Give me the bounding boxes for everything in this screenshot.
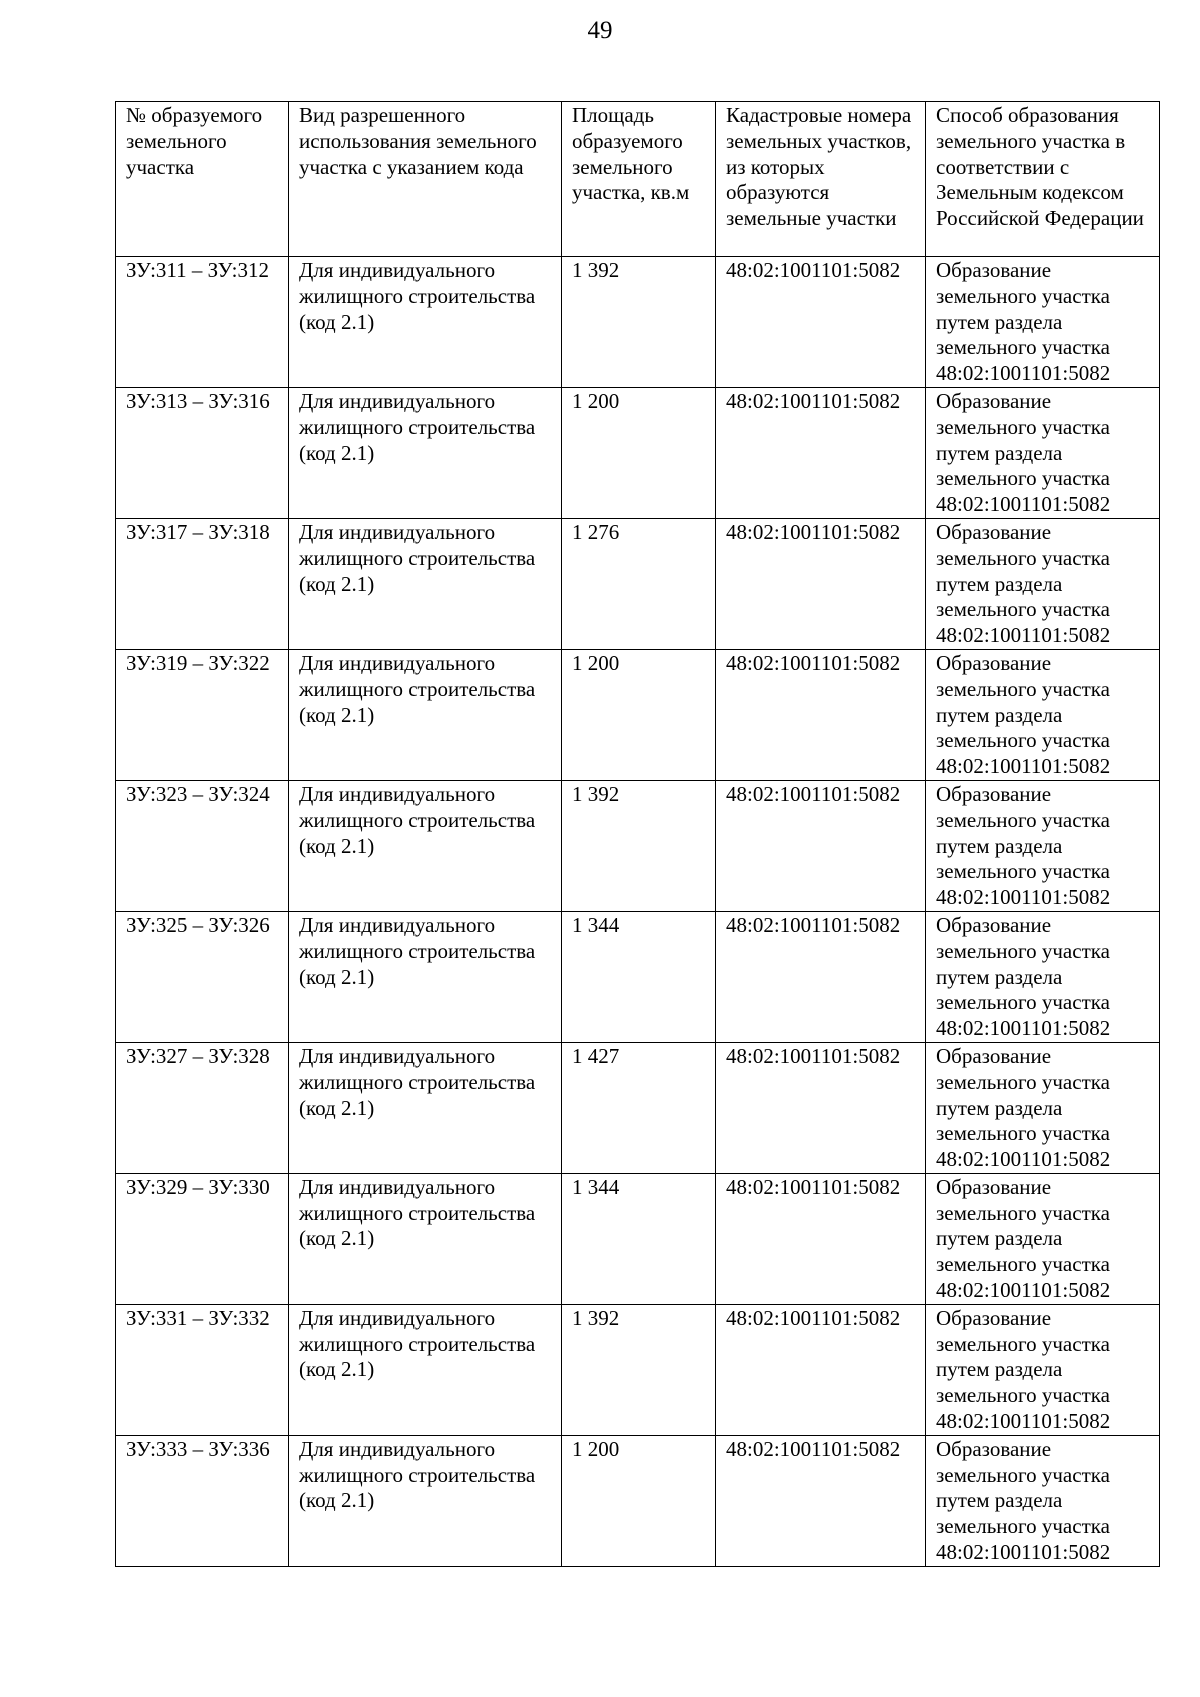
cell-plot-number: ЗУ:329 – ЗУ:330 bbox=[116, 1173, 289, 1304]
header-area: Площадь образуемого земельного участка, кв.м bbox=[562, 102, 716, 257]
cell-cadastral-number: 48:02:1001101:5082 bbox=[716, 649, 926, 780]
table-body bbox=[116, 257, 1160, 1567]
cell-plot-number: ЗУ:313 – ЗУ:316 bbox=[116, 387, 289, 518]
cell-permitted-use: Для индивидуального жилищного строительства (код 2.1) bbox=[289, 911, 562, 1042]
cell-area: 1 200 bbox=[562, 649, 716, 780]
cell-area: 1 392 bbox=[562, 257, 716, 388]
cell-area: 1 200 bbox=[562, 387, 716, 518]
cell-permitted-use: Для индивидуального жилищного строительства (код 2.1) bbox=[289, 1435, 562, 1566]
table-row bbox=[116, 780, 1160, 911]
cell-cadastral-number: 48:02:1001101:5082 bbox=[716, 1304, 926, 1435]
cell-cadastral-number: 48:02:1001101:5082 bbox=[716, 387, 926, 518]
table-row bbox=[116, 649, 1160, 780]
cell-permitted-use: Для индивидуального жилищного строительства (код 2.1) bbox=[289, 780, 562, 911]
header-plot-number: № образуемого земельного участка bbox=[116, 102, 289, 257]
cell-plot-number: ЗУ:333 – ЗУ:336 bbox=[116, 1435, 289, 1566]
table-row bbox=[116, 911, 1160, 1042]
table-header-row bbox=[116, 102, 1160, 257]
cell-formation-method: Образование земельного участка путем раздела земельного участка 48:02:1001101:5082 bbox=[926, 1173, 1160, 1304]
cell-formation-method: Образование земельного участка путем раздела земельного участка 48:02:1001101:5082 bbox=[926, 911, 1160, 1042]
cell-cadastral-number: 48:02:1001101:5082 bbox=[716, 257, 926, 388]
cell-formation-method: Образование земельного участка путем раздела земельного участка 48:02:1001101:5082 bbox=[926, 1435, 1160, 1566]
cell-cadastral-number: 48:02:1001101:5082 bbox=[716, 911, 926, 1042]
cell-cadastral-number: 48:02:1001101:5082 bbox=[716, 1042, 926, 1173]
cell-formation-method: Образование земельного участка путем раздела земельного участка 48:02:1001101:5082 bbox=[926, 649, 1160, 780]
cell-formation-method: Образование земельного участка путем раздела земельного участка 48:02:1001101:5082 bbox=[926, 1304, 1160, 1435]
land-plots-table bbox=[115, 101, 1160, 1567]
cell-area: 1 392 bbox=[562, 1304, 716, 1435]
cell-area: 1 344 bbox=[562, 911, 716, 1042]
header-formation-method: Способ образования земельного участка в соответствии с Земельным кодексом Российской Федерации bbox=[926, 102, 1160, 257]
cell-formation-method: Образование земельного участка путем раздела земельного участка 48:02:1001101:5082 bbox=[926, 518, 1160, 649]
cell-area: 1 200 bbox=[562, 1435, 716, 1566]
cell-permitted-use: Для индивидуального жилищного строительства (код 2.1) bbox=[289, 257, 562, 388]
cell-permitted-use: Для индивидуального жилищного строительства (код 2.1) bbox=[289, 1304, 562, 1435]
cell-permitted-use: Для индивидуального жилищного строительства (код 2.1) bbox=[289, 649, 562, 780]
cell-plot-number: ЗУ:325 – ЗУ:326 bbox=[116, 911, 289, 1042]
cell-cadastral-number: 48:02:1001101:5082 bbox=[716, 1173, 926, 1304]
cell-plot-number: ЗУ:323 – ЗУ:324 bbox=[116, 780, 289, 911]
cell-permitted-use: Для индивидуального жилищного строительства (код 2.1) bbox=[289, 1042, 562, 1173]
cell-plot-number: ЗУ:311 – ЗУ:312 bbox=[116, 257, 289, 388]
cell-formation-method: Образование земельного участка путем раздела земельного участка 48:02:1001101:5082 bbox=[926, 780, 1160, 911]
cell-permitted-use: Для индивидуального жилищного строительства (код 2.1) bbox=[289, 387, 562, 518]
cell-cadastral-number: 48:02:1001101:5082 bbox=[716, 518, 926, 649]
table-row bbox=[116, 1042, 1160, 1173]
page-number: 49 bbox=[587, 17, 613, 44]
table-row bbox=[116, 1173, 1160, 1304]
table-row bbox=[116, 1435, 1160, 1566]
cell-plot-number: ЗУ:319 – ЗУ:322 bbox=[116, 649, 289, 780]
cell-formation-method: Образование земельного участка путем раздела земельного участка 48:02:1001101:5082 bbox=[926, 257, 1160, 388]
header-cadastral-numbers: Кадастровые номера земельных участков, из которых образуются земельные участки bbox=[716, 102, 926, 257]
cell-cadastral-number: 48:02:1001101:5082 bbox=[716, 1435, 926, 1566]
cell-plot-number: ЗУ:331 – ЗУ:332 bbox=[116, 1304, 289, 1435]
table-row bbox=[116, 1304, 1160, 1435]
cell-area: 1 392 bbox=[562, 780, 716, 911]
cell-formation-method: Образование земельного участка путем раздела земельного участка 48:02:1001101:5082 bbox=[926, 1042, 1160, 1173]
cell-plot-number: ЗУ:317 – ЗУ:318 bbox=[116, 518, 289, 649]
cell-area: 1 344 bbox=[562, 1173, 716, 1304]
cell-permitted-use: Для индивидуального жилищного строительства (код 2.1) bbox=[289, 518, 562, 649]
cell-permitted-use: Для индивидуального жилищного строительства (код 2.1) bbox=[289, 1173, 562, 1304]
cell-formation-method: Образование земельного участка путем раздела земельного участка 48:02:1001101:5082 bbox=[926, 387, 1160, 518]
header-permitted-use: Вид разрешенного использования земельного участка с указанием кода bbox=[289, 102, 562, 257]
cell-area: 1 427 bbox=[562, 1042, 716, 1173]
cell-area: 1 276 bbox=[562, 518, 716, 649]
table-row bbox=[116, 257, 1160, 388]
table-row bbox=[116, 518, 1160, 649]
cell-plot-number: ЗУ:327 – ЗУ:328 bbox=[116, 1042, 289, 1173]
table-row bbox=[116, 387, 1160, 518]
cell-cadastral-number: 48:02:1001101:5082 bbox=[716, 780, 926, 911]
